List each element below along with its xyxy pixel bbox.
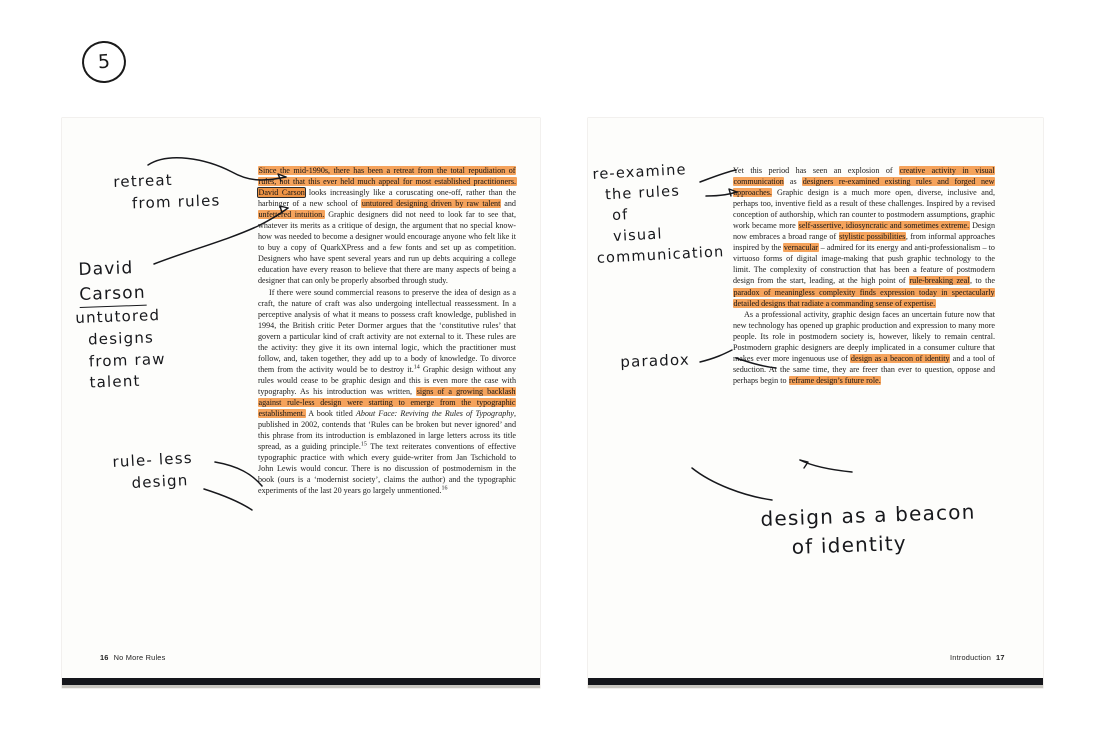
text-run: If there were sound commercial reasons to preserve the idea of design as a craft, the nature of craft was also undergoing intellectual reassessment. In a perceptive analysis of what it means to possess craft knowledge, published in 1994, the British critic Peter Dormer argues that the ‘constitutive rules’ that govern a particular kind of craft activity are not external to it. These rules are the activity: they give it its own internal logic, which the practitioner must follow, and, taken together, they add up to a body of knowledge. To divorce them from the activity would be to destroy it. (258, 287, 516, 374)
highlight-run: stylistic possibilities (839, 232, 906, 242)
italic-run: About Face: Reviving the Rules of Typography (355, 409, 514, 419)
annotation-rule-less-design: rule- less design (112, 448, 194, 493)
right-page-edge (588, 678, 1043, 685)
highlight-run: design as a beacon of identity (850, 353, 950, 363)
highlight-run: rule-breaking zeal (909, 276, 970, 286)
highlight-run: vernacular (783, 243, 818, 253)
text-run: Graphic design is a much more open, diverse, inclusive and, perhaps too, inventive field as a result of these challenges. Inspired by a revised conception of authorship, which ran counter to postmodern assumptions, graphic work became more (733, 188, 995, 231)
right-page-folio (950, 653, 1005, 662)
text-run: Graphic design without any rules would cease to be graphic design and this is even more the case with typography. As his introduction was written, (258, 364, 516, 396)
text-run: , to the (969, 276, 995, 286)
annotation-re-examine-rules: re-examine the rules of visual communication (592, 162, 725, 267)
annotation-paradox: paradox (620, 350, 691, 371)
left-page-shadow (62, 685, 540, 688)
right-folio-title: Introduction (950, 653, 992, 662)
left-page-edge (62, 678, 540, 685)
text-run: and a tool of seduction. At the same time, they are freer than ever to question, oppose and perhaps begin to (733, 353, 995, 385)
boxed-highlight-run: David Carson (258, 188, 305, 198)
text-run: Design now embraces a broad range of (733, 221, 996, 242)
footnote-marker: 14 (413, 364, 420, 371)
highlight-run: Since the mid-1990s, there has been a retreat from the total repudiation of rules, not that this ever held much appeal for most established practitioners. (258, 166, 516, 187)
highlight-run: creative activity in visual communication (733, 166, 995, 187)
left-page-folio (100, 653, 166, 662)
text-run: The text reiterates conventions of effective typographic practice with which every guide-writer from Jan Tschichold to John Lewis would concur. There is no discussion of postmodernism in the book (ours is a ‘modernist society’, claims the author) and the typographic experiments of the last 20 years go largely unmentioned. (258, 442, 516, 496)
text-run: A book titled (305, 409, 356, 419)
left-folio-number: 16 (100, 653, 109, 662)
highlight-run: untutored designing driven by raw talent (361, 199, 501, 209)
footnote-marker: 16 (441, 485, 448, 492)
footnote-marker: 15 (360, 441, 367, 448)
annotation-retreat-from-rules: retreat from rules (113, 170, 221, 213)
right-page-body-text (733, 165, 995, 386)
text-run: looks increasingly like a coruscating one-off, rather than the harbinger of a new school of (258, 188, 517, 209)
annotation-untutored-designs: untutored designs from raw talent (75, 306, 166, 393)
page-number-circle: 5 (81, 40, 127, 84)
annotation-david-carson: David Carson (78, 256, 146, 308)
highlight-run: reframe design’s future role. (789, 375, 881, 385)
paragraph (258, 287, 516, 497)
highlight-run: unfettered intuition. (258, 210, 325, 220)
highlight-run: paradox of meaningless complexity finds expression today in spectacularly detailed designs that radiate a commanding sense of expertise. (733, 287, 995, 308)
text-run: Graphic designers did not need to look far to see that, whatever its merits as a critique of design, the argument that no special know-how was needed to become a designer would encourage anyone who felt like it to buy a copy of QuarkXPress and a few fonts and set up as competition. Designers who have spent several years and run up debts acquiring a college education have every reason to believe that there are many aspects of being a designer that can only be properly absorbed through study. (258, 210, 516, 286)
text-run: and (500, 199, 516, 209)
right-page-shadow (588, 685, 1043, 688)
text-run: – admired for its energy and anti-professionalism – to virtuoso forms of digital image-making that push graphic technology to the limit. The complexity of construction that has been a feature of postmodern design from the start, leading, at the high point of (733, 243, 995, 286)
highlight-run: signs of a growing backlash against rule-less design were starting to emerge from the typographic establishment. (258, 386, 516, 419)
right-folio-number: 17 (996, 653, 1005, 662)
left-folio-title: No More Rules (113, 653, 166, 662)
left-page-body-text (258, 165, 516, 496)
paragraph (733, 165, 995, 309)
text-run: As a professional activity, graphic design faces an uncertain future now that new technology has opened up graphic production and expression to many more people. Its role in postmodern society is, however, likely to remain central. Postmodern graphic designers are deeply implicated in a consumer culture that makes ever more ingenuous use of (733, 309, 995, 363)
text-run: , from informal approaches inspired by the (733, 232, 995, 253)
text-run: as (784, 177, 803, 187)
text-run: Yet this period has seen an explosion of (733, 166, 900, 175)
highlight-run: self-assertive, idiosyncratic and sometimes extreme. (798, 221, 970, 231)
highlight-run: designers re-examined existing rules and forged new approaches. (733, 177, 995, 198)
paragraph (733, 309, 995, 386)
annotation-design-as-beacon: design as a beacon of identity (760, 499, 976, 560)
text-run: , published in 2002, contends that ‘Rules can be broken but never ignored’ and this phrase from its introduction is emblazoned in large letters across its title spread, as a guiding principle. (258, 409, 516, 452)
paragraph (258, 165, 516, 287)
